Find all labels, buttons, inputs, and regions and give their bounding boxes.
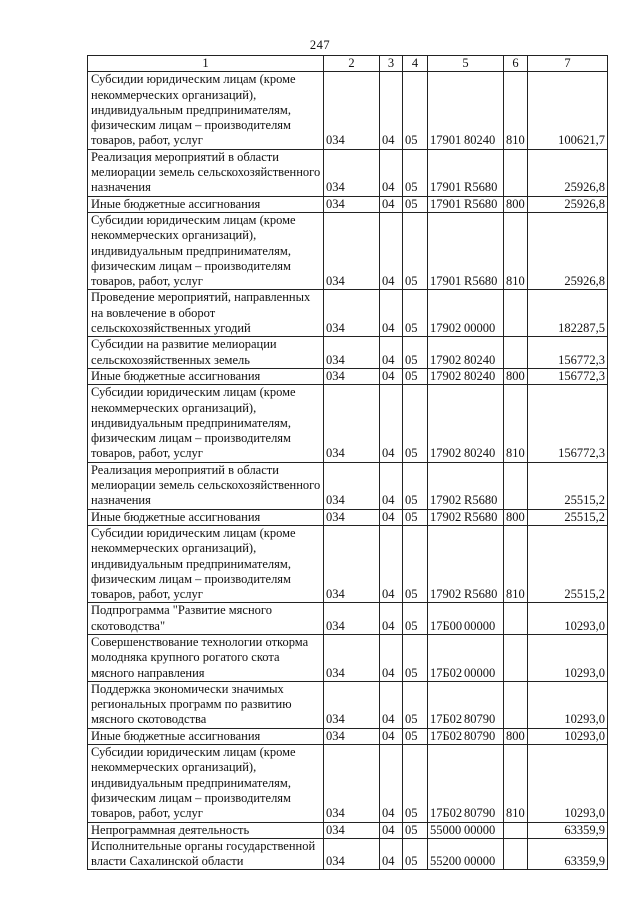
row-section: 04 bbox=[380, 72, 403, 149]
table-row bbox=[88, 149, 608, 196]
row-section: 04 bbox=[380, 368, 403, 384]
row-section: 04 bbox=[380, 525, 403, 602]
target-article-direction: 00000 bbox=[464, 822, 496, 837]
row-name: Проведение мероприятий, направленных на вовлечение в оборот сельскохозяйственных угодий bbox=[88, 290, 324, 337]
target-article-direction: 00000 bbox=[464, 618, 496, 633]
row-target-article bbox=[428, 681, 504, 728]
budget-table bbox=[87, 55, 608, 870]
row-ministry-code: 034 bbox=[324, 728, 380, 744]
row-name: Субсидии юридическим лицам (кроме некоммерческих организаций), индивидуальным предпринимателям, физическим лицам – производителям товаров, работ, услуг bbox=[88, 525, 324, 602]
target-article-direction: R5680 bbox=[464, 196, 498, 211]
row-section: 04 bbox=[380, 822, 403, 838]
row-ministry-code: 034 bbox=[324, 838, 380, 870]
row-name: Реализация мероприятий в области мелиорации земель сельскохозяйственного назначения bbox=[88, 149, 324, 196]
row-expense-type: 800 bbox=[504, 196, 528, 212]
row-expense-type bbox=[504, 462, 528, 509]
row-target-article bbox=[428, 337, 504, 369]
row-ministry-code: 034 bbox=[324, 509, 380, 525]
row-amount: 156772,3 bbox=[528, 337, 608, 369]
row-target-article bbox=[428, 525, 504, 602]
row-ministry-code: 034 bbox=[324, 822, 380, 838]
target-article-program: 17901 bbox=[430, 180, 462, 195]
target-article-direction: 80240 bbox=[464, 368, 496, 383]
row-amount: 25515,2 bbox=[528, 525, 608, 602]
row-section: 04 bbox=[380, 603, 403, 635]
row-ministry-code: 034 bbox=[324, 290, 380, 337]
table-row bbox=[88, 634, 608, 681]
row-expense-type bbox=[504, 822, 528, 838]
row-section: 04 bbox=[380, 634, 403, 681]
row-amount: 156772,3 bbox=[528, 368, 608, 384]
row-expense-type bbox=[504, 838, 528, 870]
row-expense-type: 800 bbox=[504, 509, 528, 525]
row-section: 04 bbox=[380, 681, 403, 728]
row-subsection: 05 bbox=[403, 603, 428, 635]
table-row bbox=[88, 462, 608, 509]
row-expense-type bbox=[504, 603, 528, 635]
row-name: Иные бюджетные ассигнования bbox=[88, 728, 324, 744]
row-ministry-code: 034 bbox=[324, 634, 380, 681]
row-amount: 10293,0 bbox=[528, 745, 608, 822]
row-target-article bbox=[428, 462, 504, 509]
row-expense-type: 810 bbox=[504, 212, 528, 289]
target-article-direction: 80790 bbox=[464, 712, 496, 727]
table-row bbox=[88, 822, 608, 838]
row-name: Субсидии юридическим лицам (кроме некоммерческих организаций), индивидуальным предпринимателям, физическим лицам – производителям товаров, работ, услуг bbox=[88, 385, 324, 462]
row-section: 04 bbox=[380, 385, 403, 462]
row-expense-type: 810 bbox=[504, 745, 528, 822]
row-expense-type: 810 bbox=[504, 525, 528, 602]
row-name: Непрограммная деятельность bbox=[88, 822, 324, 838]
row-ministry-code: 034 bbox=[324, 149, 380, 196]
table-row bbox=[88, 728, 608, 744]
target-article-direction: R5680 bbox=[464, 509, 498, 524]
row-ministry-code: 034 bbox=[324, 603, 380, 635]
target-article-program: 17902 bbox=[430, 587, 462, 602]
row-ministry-code: 034 bbox=[324, 681, 380, 728]
column-header: 3 bbox=[380, 56, 403, 72]
target-article-direction: 80240 bbox=[464, 446, 496, 461]
row-subsection: 05 bbox=[403, 212, 428, 289]
row-name: Совершенствование технологии откорма молодняка крупного рогатого скота мясного направления bbox=[88, 634, 324, 681]
row-ministry-code: 034 bbox=[324, 212, 380, 289]
row-expense-type: 810 bbox=[504, 72, 528, 149]
row-amount: 25515,2 bbox=[528, 462, 608, 509]
table-row bbox=[88, 525, 608, 602]
table-row bbox=[88, 368, 608, 384]
target-article-program: 17902 bbox=[430, 368, 462, 383]
row-section: 04 bbox=[380, 509, 403, 525]
table-row bbox=[88, 745, 608, 822]
row-section: 04 bbox=[380, 838, 403, 870]
table-row bbox=[88, 337, 608, 369]
header-row bbox=[88, 56, 608, 72]
row-expense-type bbox=[504, 634, 528, 681]
row-subsection: 05 bbox=[403, 196, 428, 212]
table-row bbox=[88, 681, 608, 728]
target-article-direction: 80240 bbox=[464, 133, 496, 148]
row-subsection: 05 bbox=[403, 681, 428, 728]
row-subsection: 05 bbox=[403, 838, 428, 870]
table-row bbox=[88, 838, 608, 870]
target-article-program: 17902 bbox=[430, 321, 462, 336]
row-name: Иные бюджетные ассигнования bbox=[88, 509, 324, 525]
target-article-direction: R5680 bbox=[464, 274, 498, 289]
row-target-article bbox=[428, 368, 504, 384]
row-amount: 100621,7 bbox=[528, 72, 608, 149]
target-article-direction: 80790 bbox=[464, 806, 496, 821]
target-article-program: 17901 bbox=[430, 196, 462, 211]
table-row bbox=[88, 509, 608, 525]
row-name: Субсидии юридическим лицам (кроме некоммерческих организаций), индивидуальным предпринимателям, физическим лицам – производителям товаров, работ, услуг bbox=[88, 72, 324, 149]
target-article-direction: R5680 bbox=[464, 493, 498, 508]
column-header: 4 bbox=[403, 56, 428, 72]
row-section: 04 bbox=[380, 728, 403, 744]
target-article-program: 17Б00 bbox=[430, 618, 463, 633]
row-name: Подпрограмма "Развитие мясного скотоводства" bbox=[88, 603, 324, 635]
target-article-program: 55200 bbox=[430, 854, 462, 869]
row-section: 04 bbox=[380, 196, 403, 212]
column-header: 7 bbox=[528, 56, 608, 72]
row-target-article bbox=[428, 509, 504, 525]
target-article-program: 17Б02 bbox=[430, 728, 463, 743]
row-target-article bbox=[428, 72, 504, 149]
table-body bbox=[88, 72, 608, 870]
row-subsection: 05 bbox=[403, 368, 428, 384]
row-target-article bbox=[428, 196, 504, 212]
row-amount: 25926,8 bbox=[528, 196, 608, 212]
row-amount: 25515,2 bbox=[528, 509, 608, 525]
column-header: 5 bbox=[428, 56, 504, 72]
target-article-program: 17901 bbox=[430, 274, 462, 289]
row-name: Субсидии юридическим лицам (кроме некоммерческих организаций), индивидуальным предпринимателям, физическим лицам – производителям товаров, работ, услуг bbox=[88, 745, 324, 822]
row-ministry-code: 034 bbox=[324, 525, 380, 602]
row-target-article bbox=[428, 290, 504, 337]
row-ministry-code: 034 bbox=[324, 72, 380, 149]
row-ministry-code: 034 bbox=[324, 337, 380, 369]
row-subsection: 05 bbox=[403, 149, 428, 196]
row-name: Субсидии юридическим лицам (кроме некоммерческих организаций), индивидуальным предпринимателям, физическим лицам – производителям товаров, работ, услуг bbox=[88, 212, 324, 289]
row-ministry-code: 034 bbox=[324, 385, 380, 462]
row-expense-type bbox=[504, 337, 528, 369]
target-article-direction: R5680 bbox=[464, 587, 498, 602]
row-target-article bbox=[428, 634, 504, 681]
column-header: 6 bbox=[504, 56, 528, 72]
row-section: 04 bbox=[380, 290, 403, 337]
target-article-direction: R5680 bbox=[464, 180, 498, 195]
target-article-direction: 00000 bbox=[464, 854, 496, 869]
row-expense-type: 800 bbox=[504, 728, 528, 744]
target-article-program: 17901 bbox=[430, 133, 462, 148]
row-subsection: 05 bbox=[403, 822, 428, 838]
row-subsection: 05 bbox=[403, 509, 428, 525]
table-row bbox=[88, 196, 608, 212]
row-amount: 10293,0 bbox=[528, 728, 608, 744]
target-article-direction: 80240 bbox=[464, 352, 496, 367]
row-amount: 156772,3 bbox=[528, 385, 608, 462]
row-section: 04 bbox=[380, 462, 403, 509]
row-subsection: 05 bbox=[403, 525, 428, 602]
table-row bbox=[88, 72, 608, 149]
row-target-article bbox=[428, 822, 504, 838]
row-name: Иные бюджетные ассигнования bbox=[88, 368, 324, 384]
row-section: 04 bbox=[380, 212, 403, 289]
target-article-program: 17902 bbox=[430, 493, 462, 508]
row-expense-type bbox=[504, 681, 528, 728]
target-article-direction: 80790 bbox=[464, 728, 496, 743]
row-target-article bbox=[428, 212, 504, 289]
target-article-program: 17902 bbox=[430, 446, 462, 461]
row-section: 04 bbox=[380, 149, 403, 196]
row-subsection: 05 bbox=[403, 634, 428, 681]
row-target-article bbox=[428, 745, 504, 822]
row-subsection: 05 bbox=[403, 462, 428, 509]
target-article-program: 17Б02 bbox=[430, 665, 463, 680]
row-section: 04 bbox=[380, 745, 403, 822]
row-section: 04 bbox=[380, 337, 403, 369]
row-expense-type bbox=[504, 149, 528, 196]
row-name: Субсидии на развитие мелиорации сельскохозяйственных земель bbox=[88, 337, 324, 369]
row-expense-type bbox=[504, 290, 528, 337]
row-name: Исполнительные органы государственной власти Сахалинской области bbox=[88, 838, 324, 870]
row-name: Иные бюджетные ассигнования bbox=[88, 196, 324, 212]
row-amount: 63359,9 bbox=[528, 822, 608, 838]
row-amount: 25926,8 bbox=[528, 212, 608, 289]
row-name: Реализация мероприятий в области мелиорации земель сельскохозяйственного назначения bbox=[88, 462, 324, 509]
row-amount: 182287,5 bbox=[528, 290, 608, 337]
row-target-article bbox=[428, 728, 504, 744]
column-header: 1 bbox=[88, 56, 324, 72]
row-subsection: 05 bbox=[403, 337, 428, 369]
target-article-direction: 00000 bbox=[464, 665, 496, 680]
row-subsection: 05 bbox=[403, 728, 428, 744]
row-amount: 25926,8 bbox=[528, 149, 608, 196]
target-article-program: 17Б02 bbox=[430, 806, 463, 821]
row-amount: 10293,0 bbox=[528, 681, 608, 728]
target-article-direction: 00000 bbox=[464, 321, 496, 336]
row-ministry-code: 034 bbox=[324, 745, 380, 822]
table-row bbox=[88, 212, 608, 289]
table-row bbox=[88, 603, 608, 635]
row-amount: 63359,9 bbox=[528, 838, 608, 870]
row-target-article bbox=[428, 149, 504, 196]
row-subsection: 05 bbox=[403, 72, 428, 149]
row-ministry-code: 034 bbox=[324, 368, 380, 384]
row-name: Поддержка экономически значимых региональных программ по развитию мясного скотоводства bbox=[88, 681, 324, 728]
row-target-article bbox=[428, 603, 504, 635]
row-ministry-code: 034 bbox=[324, 196, 380, 212]
target-article-program: 17902 bbox=[430, 509, 462, 524]
target-article-program: 17902 bbox=[430, 352, 462, 367]
row-subsection: 05 bbox=[403, 745, 428, 822]
row-amount: 10293,0 bbox=[528, 603, 608, 635]
row-amount: 10293,0 bbox=[528, 634, 608, 681]
table-row bbox=[88, 385, 608, 462]
row-ministry-code: 034 bbox=[324, 462, 380, 509]
row-subsection: 05 bbox=[403, 385, 428, 462]
row-expense-type: 800 bbox=[504, 368, 528, 384]
row-target-article bbox=[428, 838, 504, 870]
table-row bbox=[88, 290, 608, 337]
row-target-article bbox=[428, 385, 504, 462]
target-article-program: 55000 bbox=[430, 822, 462, 837]
row-subsection: 05 bbox=[403, 290, 428, 337]
target-article-program: 17Б02 bbox=[430, 712, 463, 727]
page-number: 247 bbox=[309, 38, 331, 52]
row-expense-type: 810 bbox=[504, 385, 528, 462]
column-header: 2 bbox=[324, 56, 380, 72]
